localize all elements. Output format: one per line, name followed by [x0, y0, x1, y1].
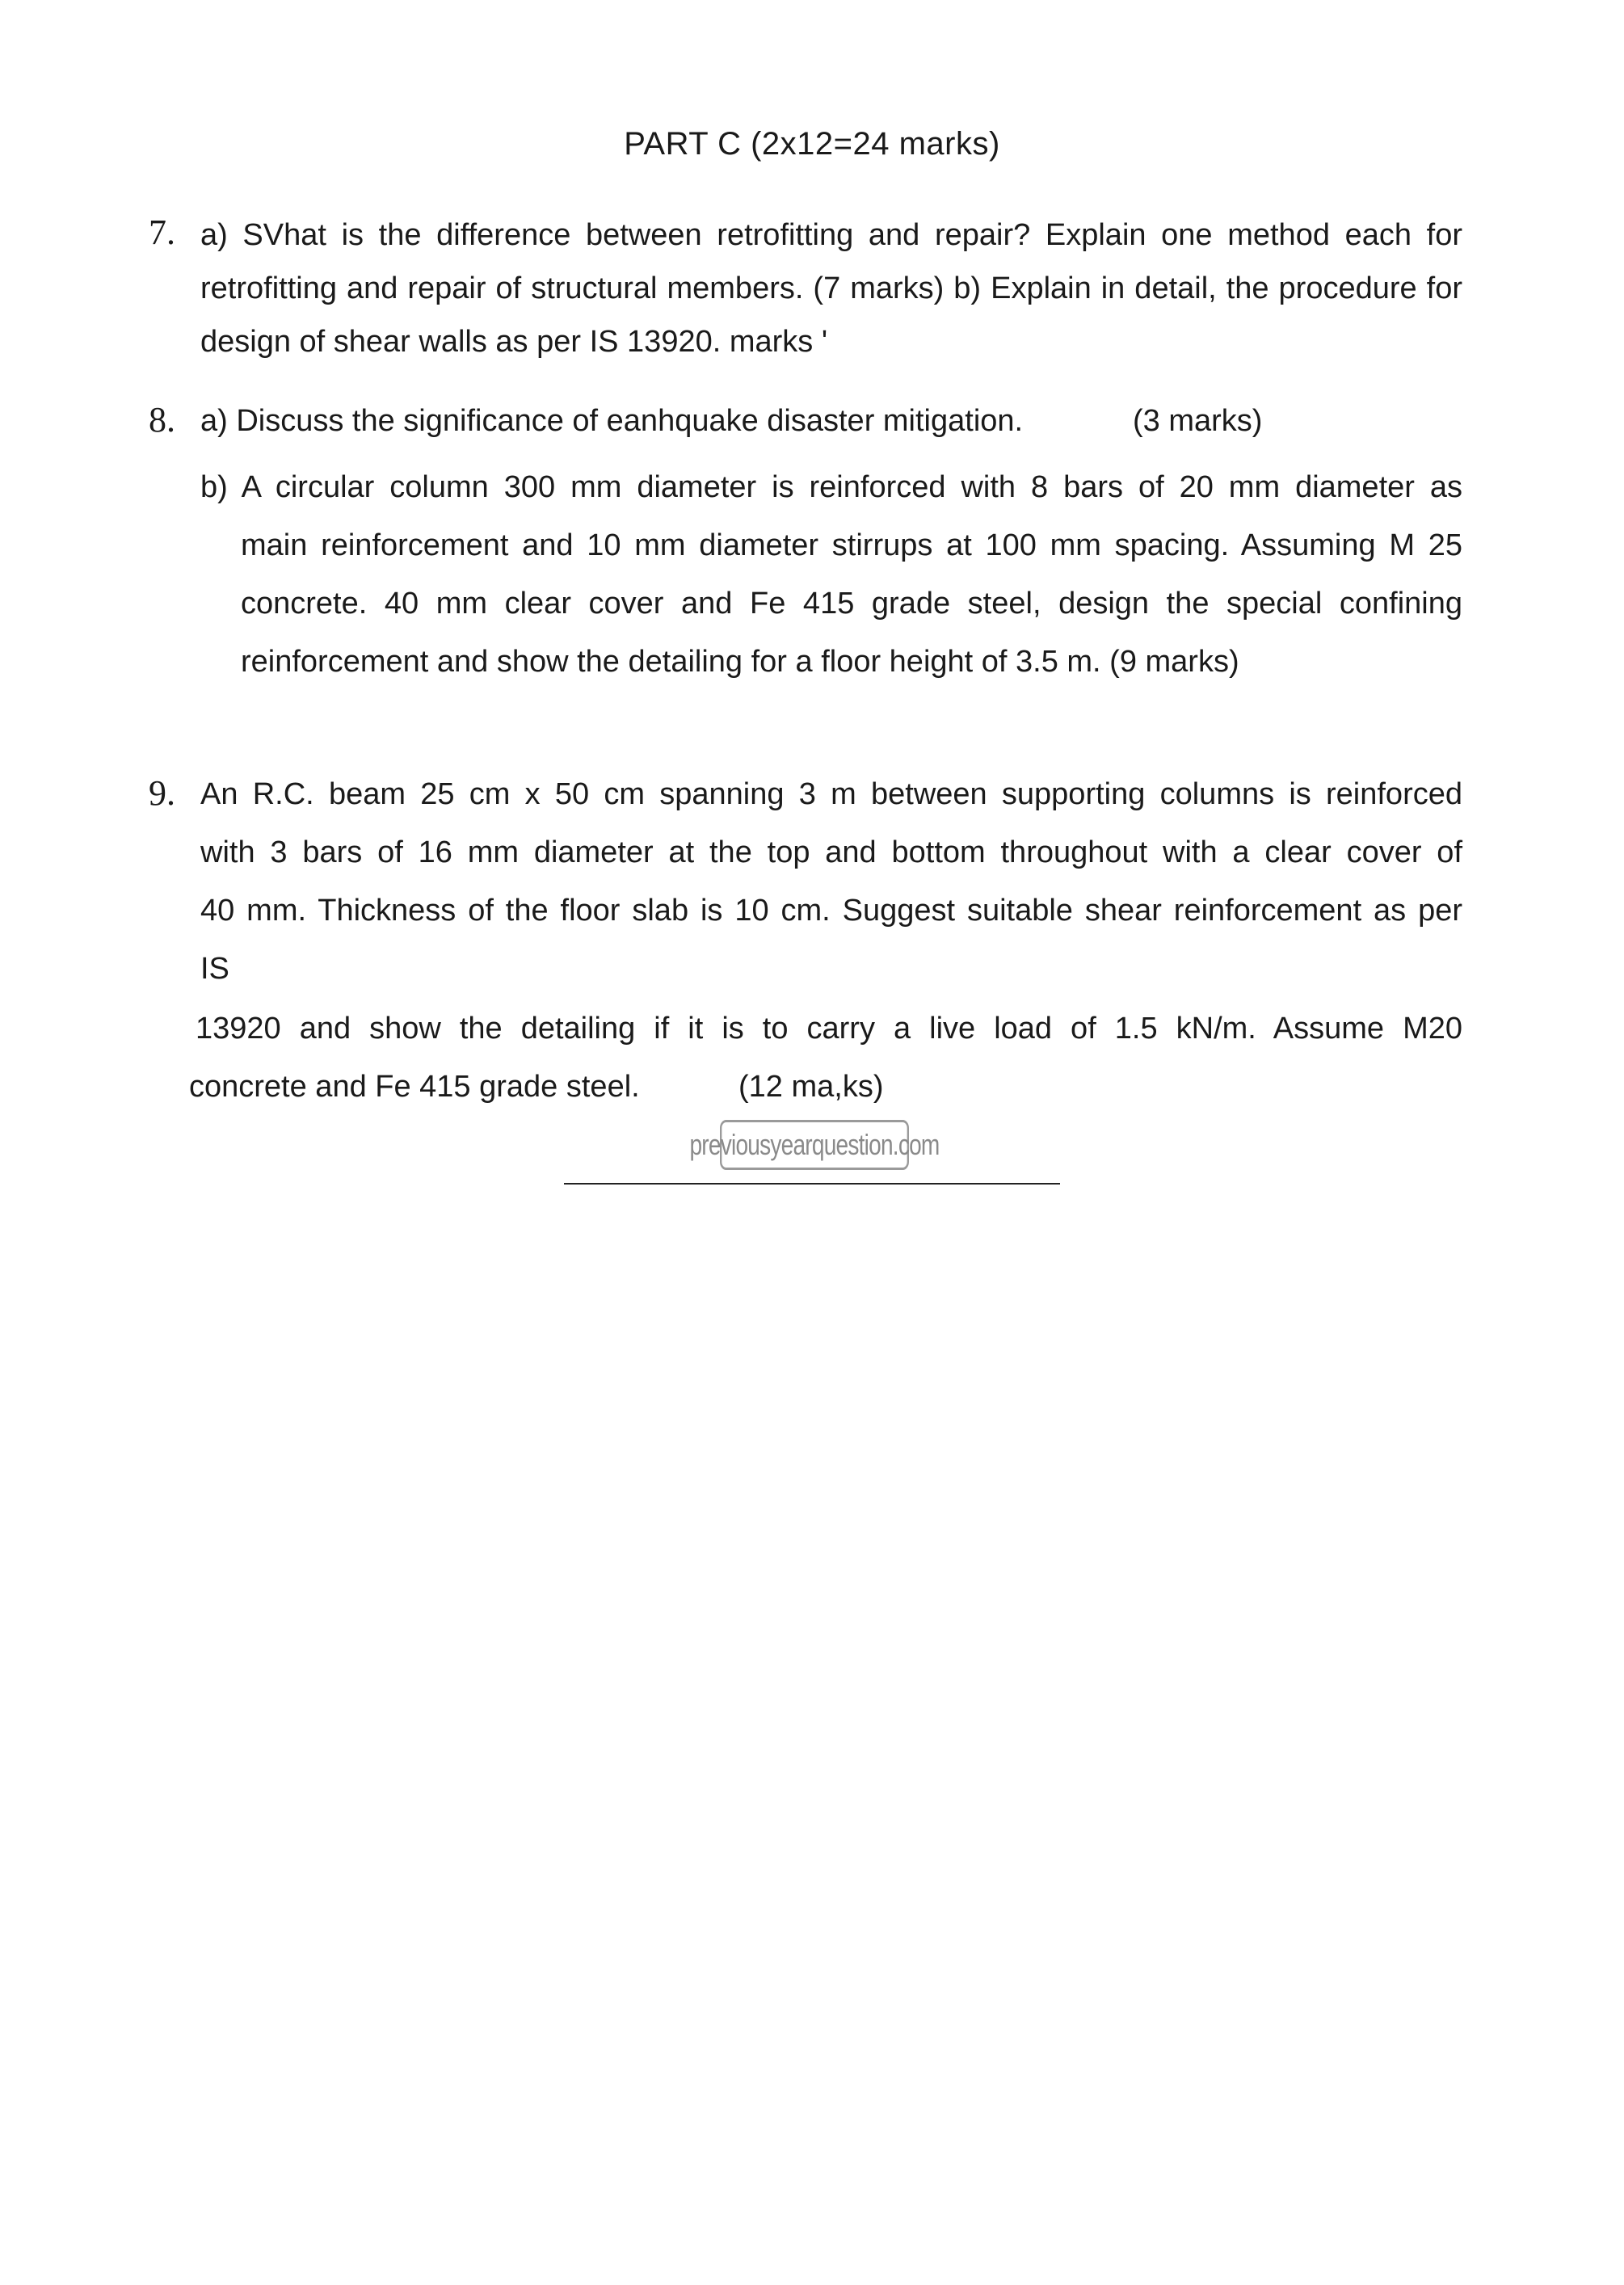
watermark-stamp: previousyearquestion.com: [720, 1120, 909, 1170]
question-text-line: 40 mm. Thickness of the floor slab is 10 cm. Suggest suitable shear reinforcement as per: [200, 894, 1462, 928]
question-text-line: b) A circular column 300 mm diameter is reinforced with 8 bars of 20 mm diameter as: [200, 470, 1462, 504]
part-title: PART C (2x12=24 marks): [624, 126, 1000, 162]
question-text-line: retrofitting and repair of structural members. (7 marks) b) Explain in detail, the procedure for: [200, 271, 1462, 305]
question-text-line: with 3 bars of 16 mm diameter at the top and bottom throughout with a clear cover of: [200, 835, 1462, 869]
question-text-line: An R.C. beam 25 cm x 50 cm spanning 3 m between supporting columns is reinforced: [200, 777, 1462, 811]
end-rule: [564, 1183, 1060, 1185]
question-number: 7.: [149, 213, 175, 252]
question-text-line: a) SVhat is the difference between retrofitting and repair? Explain one method each for: [200, 218, 1462, 252]
question-text-line: concrete and Fe 415 grade steel.: [189, 1070, 640, 1104]
question-text-line: design of shear walls as per IS 13920. marks ': [200, 325, 828, 359]
question-marks: (3 marks): [1133, 404, 1263, 438]
question-number: 9.: [149, 773, 175, 813]
question-text-line: a) Discuss the significance of eanhquake disaster mitigation.: [200, 404, 1024, 438]
question-text-line: concrete. 40 mm clear cover and Fe 415 grade steel, design the special confining: [241, 587, 1462, 621]
question-text-line: 13920 and show the detailing if it is to carry a live load of 1.5 kN/m. Assume M20: [196, 1012, 1462, 1046]
question-number: 8.: [149, 400, 175, 440]
question-marks: (12 ma,ks): [738, 1070, 884, 1104]
question-text-line: main reinforcement and 10 mm diameter stirrups at 100 mm spacing. Assuming M 25: [241, 528, 1462, 562]
question-text-line: reinforcement and show the detailing for a floor height of 3.5 m. (9 marks): [241, 645, 1239, 679]
question-text-line: IS: [200, 952, 229, 986]
